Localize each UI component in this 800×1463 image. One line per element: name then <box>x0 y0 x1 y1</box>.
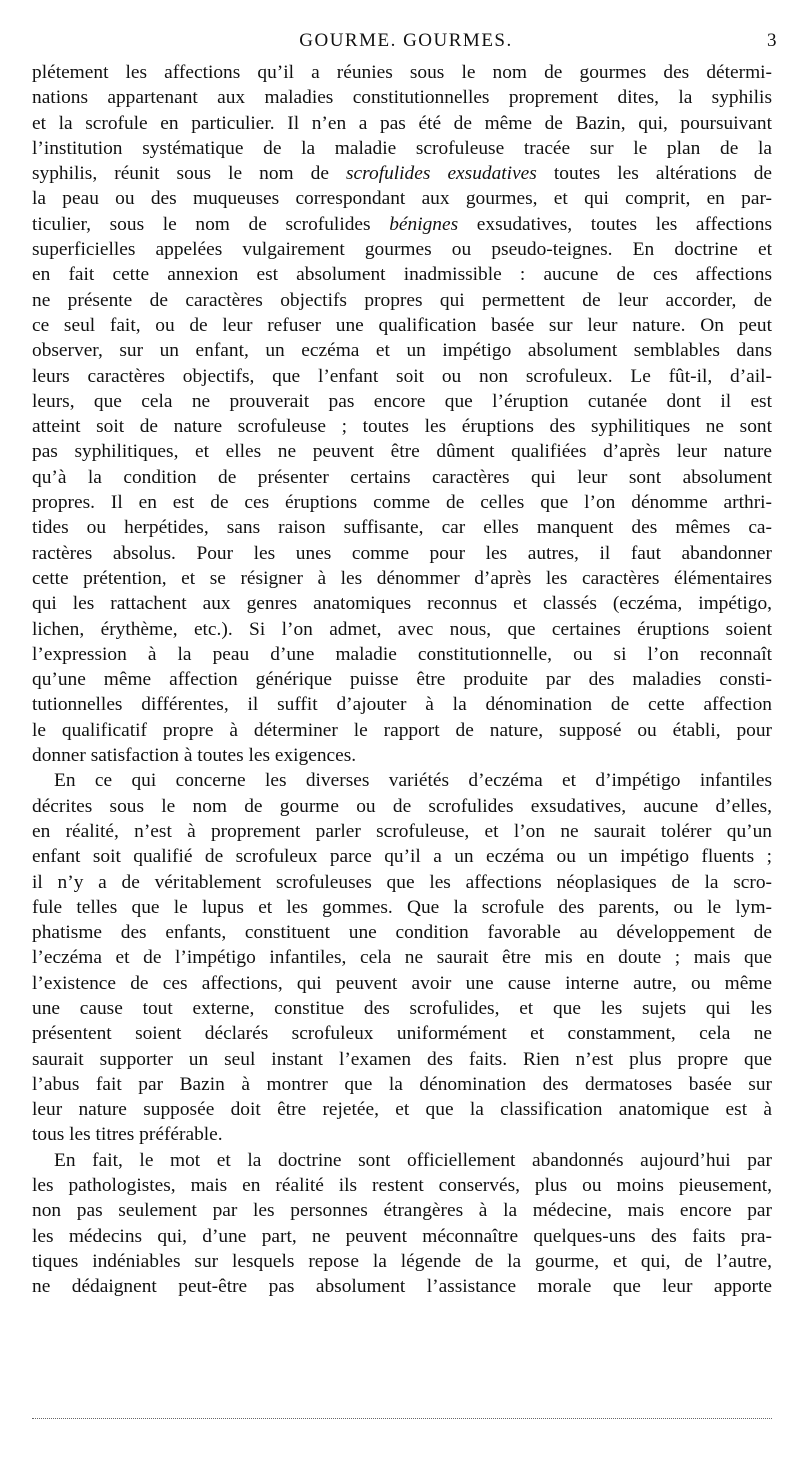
text-line: en réalité, n’est à proprement parler scrofuleuse, et l’on ne saurait tolérer qu’un <box>32 820 772 842</box>
text-line: leurs, que cela ne prouverait pas encore que l’éruption cutanée dont il est <box>32 390 772 412</box>
running-title: GOURME. GOURMES. <box>299 30 513 51</box>
page-header <box>32 30 780 56</box>
text-line: enfant soit qualifié de scrofuleux parce qu’il a un eczéma ou un impétigo fluents ; <box>32 846 772 868</box>
text-line: saurait supporter un seul instant l’examen des faits. Rien n’est plus propre que <box>32 1048 772 1070</box>
text-segment: syphilis, réunit sous le nom de <box>32 163 347 185</box>
text-line: leurs caractères objectifs, que l’enfant soit ou non scrofuleux. Le fût-il, d’ail- <box>32 365 772 387</box>
text-line: l’abus fait par Bazin à montrer que la dénomination des dermatoses basée sur <box>32 1073 772 1095</box>
text-line: les médecins qui, d’une part, ne peuvent méconnaître quelques-uns des faits pra- <box>32 1225 772 1247</box>
text-line <box>32 212 772 237</box>
text-segment: toutes les altérations de <box>536 163 772 185</box>
text-line: tous les titres préférable. <box>32 1124 223 1146</box>
text-line: fule telles que le lupus et les gommes. Que la scrofule des parents, ou le lym- <box>32 896 772 918</box>
text-line: présentent soient déclarés scrofuleux uniformément et constamment, cela ne <box>32 1023 772 1045</box>
text-segment: ticulier, sous le nom de scrofulides <box>32 213 390 235</box>
text-line: observer, sur un enfant, un eczéma et un impétigo absolument semblables dans <box>32 340 772 362</box>
text-line: tiques indéniables sur lesquels repose la légende de la gourme, et qui, de l’autre, <box>32 1250 772 1272</box>
text-line: le qualificatif propre à déterminer le rapport de nature, supposé ou établi, pour <box>32 719 772 741</box>
text-line: leur nature supposée doit être rejetée, et que la classification anatomique est à <box>32 1099 772 1121</box>
text-line: qu’à la condition de présenter certains caractères qui leur sont absolument <box>32 466 772 488</box>
text-line: ce seul fait, ou de leur refuser une qualification basée sur leur nature. On peut <box>32 314 772 336</box>
text-line: non pas seulement par les personnes étrangères à la médecine, mais encore par <box>32 1200 772 1222</box>
text-segment: exsudatives, toutes les affections <box>458 213 772 235</box>
text-line: ne présente de caractères objectifs propres qui permettent de leur accorder, de <box>32 289 772 311</box>
text-line: cette prétention, et se résigner à les dénommer d’après les caractères élémentaires <box>32 567 772 589</box>
text-line: pas syphilitiques, et elles ne peuvent être dûment qualifiées d’après leur nature <box>32 441 772 463</box>
text-line <box>32 161 772 186</box>
text-line: il n’y a de véritablement scrofuleuses que les affections néoplasiques de la scro- <box>32 871 772 893</box>
text-line: l’eczéma et de l’impétigo infantiles, cela ne saurait être mis en doute ; mais que <box>32 947 772 969</box>
text-line: en fait cette annexion est absolument inadmissible : aucune de ces affections <box>32 264 772 286</box>
body-text <box>32 60 772 1300</box>
text-line: nations appartenant aux maladies constitutionnelles proprement dites, la syphilis <box>32 87 772 109</box>
text-line: l’institution systématique de la maladie scrofuleuse tracée sur le plan de la <box>32 137 772 159</box>
text-line: et la scrofule en particulier. Il n’en a pas été de même de Bazin, qui, poursuivant <box>32 112 772 134</box>
text-line: qu’une même affection générique puisse être produite par des maladies consti- <box>32 669 772 691</box>
text-line: En fait, le mot et la doctrine sont officiellement abandonnés aujourd’hui par <box>54 1149 772 1171</box>
text-line: superficielles appelées vulgairement gourmes ou pseudo-teignes. En doctrine et <box>32 239 772 261</box>
text-line: ractères absolus. Pour les unes comme pour les autres, il faut abandonner <box>32 542 772 564</box>
text-line: ne dédaignent peut-être pas absolument l’assistance morale que leur apporte <box>32 1276 772 1298</box>
text-line: la peau ou des muqueuses correspondant aux gourmes, et qui comprit, en par- <box>32 188 772 210</box>
italic-term: scrofulides exsudatives <box>346 163 537 185</box>
text-line: tutionnelles différentes, il suffit d’ajouter à la dénomination de cette affection <box>32 694 772 716</box>
italic-term: bénignes <box>389 213 459 235</box>
text-line: l’expression à la peau d’une maladie constitutionnelle, ou si l’on reconnaît <box>32 643 772 665</box>
text-line: qui les rattachent aux genres anatomiques reconnus et classés (eczéma, impétigo, <box>32 593 772 615</box>
text-line: lichen, érythème, etc.). Si l’on admet, avec nous, que certaines éruptions soient <box>32 618 772 640</box>
text-line: les pathologistes, mais en réalité ils restent conservés, plus ou moins pieusement, <box>32 1175 772 1197</box>
text-line: plétement les affections qu’il a réunies sous le nom de gourmes des détermi- <box>32 62 772 83</box>
footer-rule <box>32 1418 772 1421</box>
text-line: phatisme des enfants, constituent une condition favorable au développement de <box>32 922 772 944</box>
text-line: l’existence de ces affections, qui peuvent avoir une cause interne autre, ou même <box>32 972 772 994</box>
text-line: décrites sous le nom de gourme ou de scrofulides exsudatives, aucune d’elles, <box>32 795 772 817</box>
text-line: donner satisfaction à toutes les exigences. <box>32 745 357 767</box>
page-number: 3 <box>767 30 778 51</box>
text-line: propres. Il en est de ces éruptions comme de celles que l’on dénomme arthri- <box>32 492 772 514</box>
text-line: une cause tout externe, constitue des scrofulides, et que les sujets qui les <box>32 997 772 1019</box>
text-line: tides ou herpétides, sans raison suffisante, car elles manquent des mêmes ca- <box>32 517 772 539</box>
text-line: En ce qui concerne les diverses variétés d’eczéma et d’impétigo infantiles <box>54 770 772 792</box>
text-line: atteint soit de nature scrofuleuse ; toutes les éruptions des syphilitiques ne sont <box>32 416 772 438</box>
